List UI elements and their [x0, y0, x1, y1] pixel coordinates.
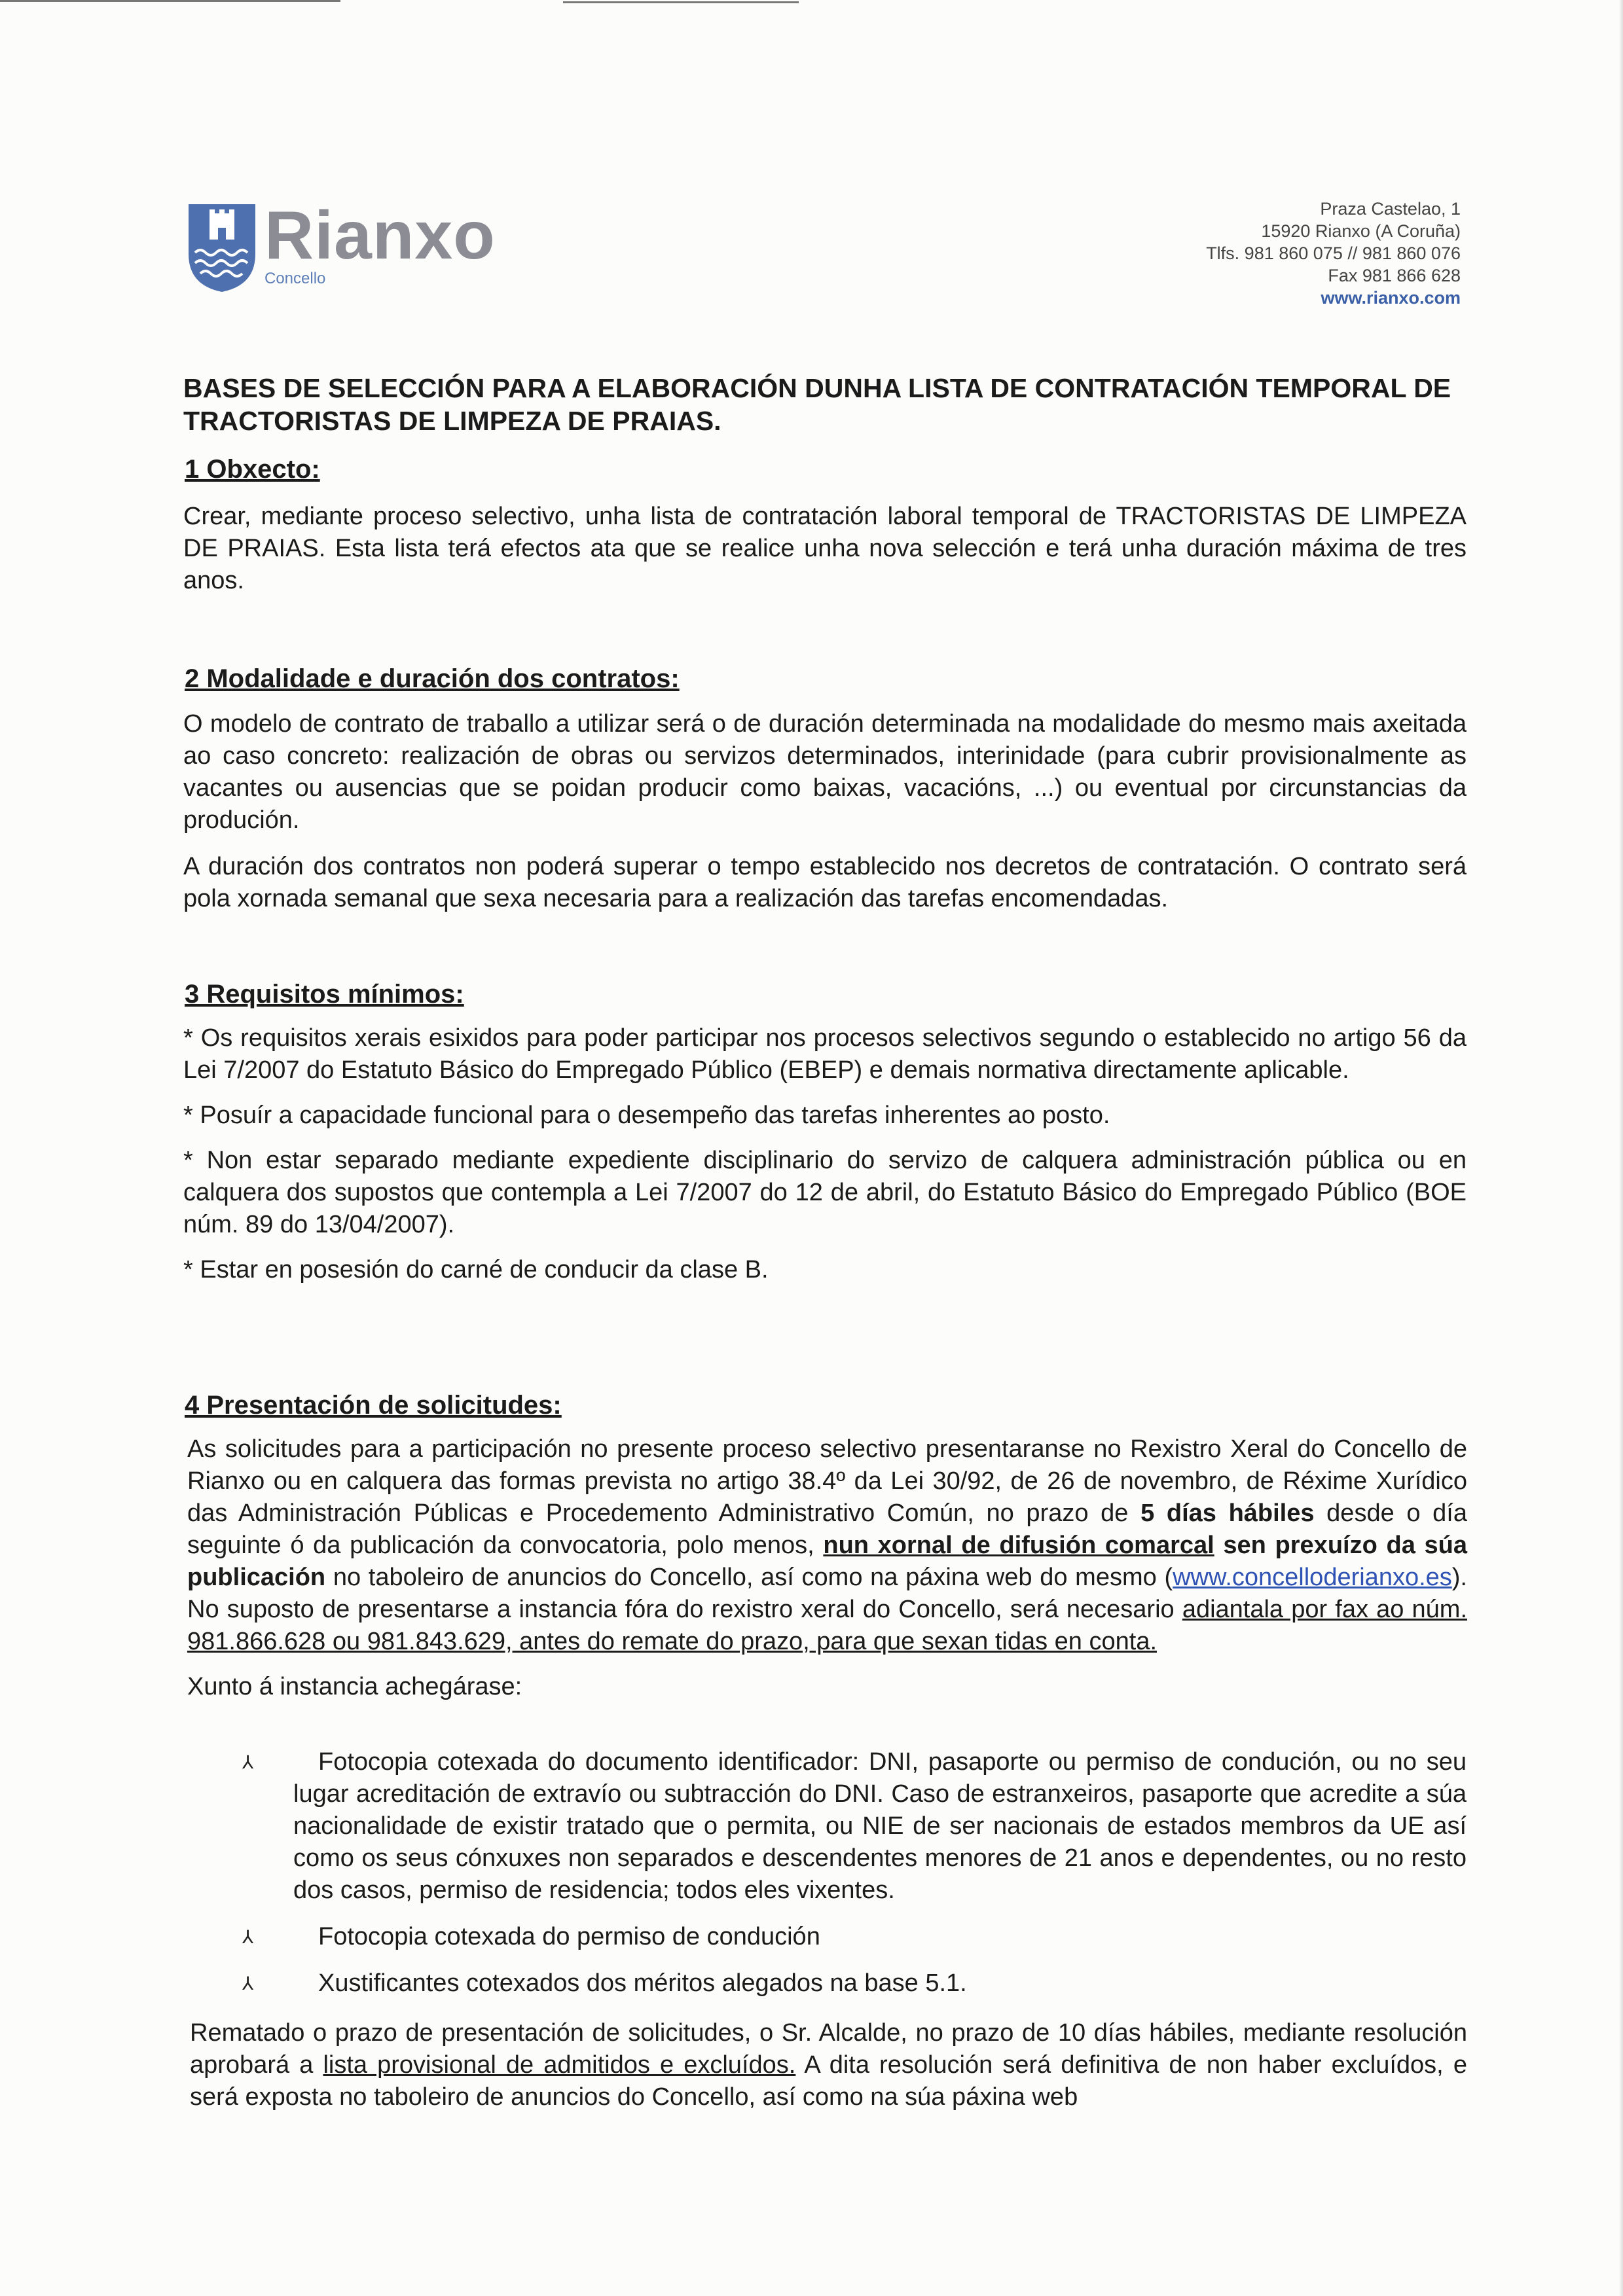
text-run-bold: sen prexuízo da súa publicación [187, 1532, 1467, 1591]
paragraph: O modelo de contrato de traballo a utilizar será o de duración determinada na modalidade do mesmo mais axeitada ao caso concreto: realización de obras ou servizos determinados, interinidade (para cubrir provisionalmente as vacantes ou ausencias que se poidan producir como baixas, vacacións, ...) ou eventual por circunstancias da produción. [183, 710, 1467, 834]
scan-artifact-line [563, 1, 799, 3]
section-1-heading: 1 Obxecto: [185, 455, 320, 484]
bullet-icon: ⅄ [242, 1973, 254, 1994]
requirement-item: * Estar en posesión do carné de conducir da clase B. [183, 1256, 769, 1283]
list-item [242, 1746, 1467, 1907]
bullet-icon: ⅄ [242, 1752, 254, 1772]
text-run-underline: adiantala por fax ao núm. 981.866.628 ou 981.843.629, antes do remate do prazo, para que sexan tidas en conta. [187, 1596, 1467, 1655]
text-run-underline: lista provisional de admitidos e excluídos. [323, 2051, 796, 2079]
section-4-heading: 4 Presentación de solicitudes: [185, 1391, 562, 1420]
requirement-item: * Non estar separado mediante expediente disciplinario do servizo de calquera administración pública ou en calquera dos supostos que contempla a Lei 7/2007 do 12 de abril, do Estatuto Básico do Empregado Público (BOE núm. 89 do 13/04/2007). [183, 1147, 1467, 1238]
list-item-text: Fotocopia cotexada do documento identificador: DNI, pasaporte ou permiso de condución, ou no seu lugar acreditación de extravío ou subtracción do DNI. Caso de estranxeiros, pasaporte que acredite a súa nacionalidade de existir tratado que o permita, ou NIE de ser nacionais de estados membros da UE así como os seus cónxuxes non separados e descendentes menores de 21 anos e dependentes, ou no resto dos casos, permiso de residencia; todos eles vixentes. [293, 1748, 1467, 1904]
logo-subtitle: Concello [264, 270, 326, 287]
requirement-item: * Os requisitos xerais esixidos para poder participar nos procesos selectivos segundo o establecido no artigo 56 da Lei 7/2007 do Estatuto Básico do Empregado Público (EBEP) e demais normativa directamente aplicable. [183, 1024, 1467, 1084]
list-item [242, 1967, 1467, 2000]
text-run: desde o día seguinte ó da publicación da convocatoria, polo menos, [187, 1499, 1467, 1559]
address-line: Fax 981 866 628 [1328, 266, 1461, 285]
address-line: Praza Castelao, 1 [1320, 199, 1461, 219]
address-line: 15920 Rianxo (A Coruña) [1261, 221, 1461, 241]
bullet-icon: ⅄ [242, 1927, 254, 1947]
paragraph [190, 2017, 1467, 2113]
list-item-text: Fotocopia cotexada do permiso de condución [318, 1923, 820, 1950]
section-2-body [183, 708, 1467, 915]
scan-artifact-line [0, 0, 340, 2]
document-title: BASES DE SELECCIÓN PARA A ELABORACIÓN DUNHA LISTA DE CONTRATACIÓN TEMPORAL DE TRACTORISTAS DE LIMPEZA DE PRAIAS. [183, 373, 1451, 436]
section-2-heading: 2 Modalidade e duración dos contratos: [185, 664, 680, 693]
text-run: no taboleiro de anuncios do Concello, así como na páxina web do mesmo ( [325, 1564, 1173, 1591]
website-link[interactable]: www.rianxo.com [1321, 288, 1461, 308]
text-run: As solicitudes para a participación no presente proceso selectivo presentaranse no Rexistro Xeral do Concello de Rianxo ou en calquera das formas prevista no artigo 38.4º da Lei 30/92, de 26 de novembro, de Réxime Xurídico das Administración Públicas e Procedemento Administrativo Común, no prazo de [187, 1435, 1467, 1527]
concello-web-link[interactable]: www.concelloderianxo.es [1173, 1564, 1452, 1591]
requirement-item: * Posuír a capacidade funcional para o desempeño das tarefas inherentes ao posto. [183, 1102, 1110, 1129]
text-run-bold: 5 días hábiles [1140, 1499, 1315, 1527]
concello-logo [186, 196, 539, 301]
section-1-body [183, 501, 1467, 597]
logo-name: Rianxo [264, 198, 496, 274]
paragraph: Crear, mediante proceso selectivo, unha lista de contratación laboral temporal de TRACTORISTAS DE LIMPEZA DE PRAIAS. Esta lista terá efectos ata que se realice unha nova selección e terá unha duración máxima de tres anos. [183, 503, 1467, 594]
text-run-bold-underline: nun xornal de difusión comarcal [823, 1532, 1214, 1559]
page-edge-shadow [1619, 0, 1623, 2296]
address-line: Tlfs. 981 860 075 // 981 860 076 [1206, 243, 1461, 263]
paragraph: Xunto á instancia achegárase: [187, 1673, 522, 1700]
section-4-closing [190, 2017, 1467, 2113]
shield-icon [186, 202, 258, 293]
section-4-body [187, 1433, 1467, 1712]
address-block [1206, 198, 1461, 309]
text-run: ). No suposto de presentarse a instancia fóra do rexistro xeral do Concello, será necesario [187, 1564, 1467, 1623]
paragraph [187, 1433, 1467, 1658]
paragraph: A duración dos contratos non poderá superar o tempo establecido nos decretos de contratación. O contrato será pola xornada semanal que sexa necesaria para a realización das tarefas encomendadas. [183, 853, 1467, 912]
section-3-heading: 3 Requisitos mínimos: [185, 980, 464, 1009]
list-item [242, 1921, 1467, 1953]
attachments-list [242, 1746, 1467, 2000]
section-3-body [183, 1022, 1467, 1286]
text-run: A dita resolución será definitiva de non haber excluídos, e será exposta no taboleiro de anuncios do Concello, así como na súa páxina web [190, 2051, 1467, 2111]
list-item-text: Xustificantes cotexados dos méritos alegados na base 5.1. [318, 1969, 967, 1997]
text-run: Rematado o prazo de presentación de solicitudes, o Sr. Alcalde, no prazo de 10 días hábiles, mediante resolución aprobará a [190, 2019, 1467, 2079]
